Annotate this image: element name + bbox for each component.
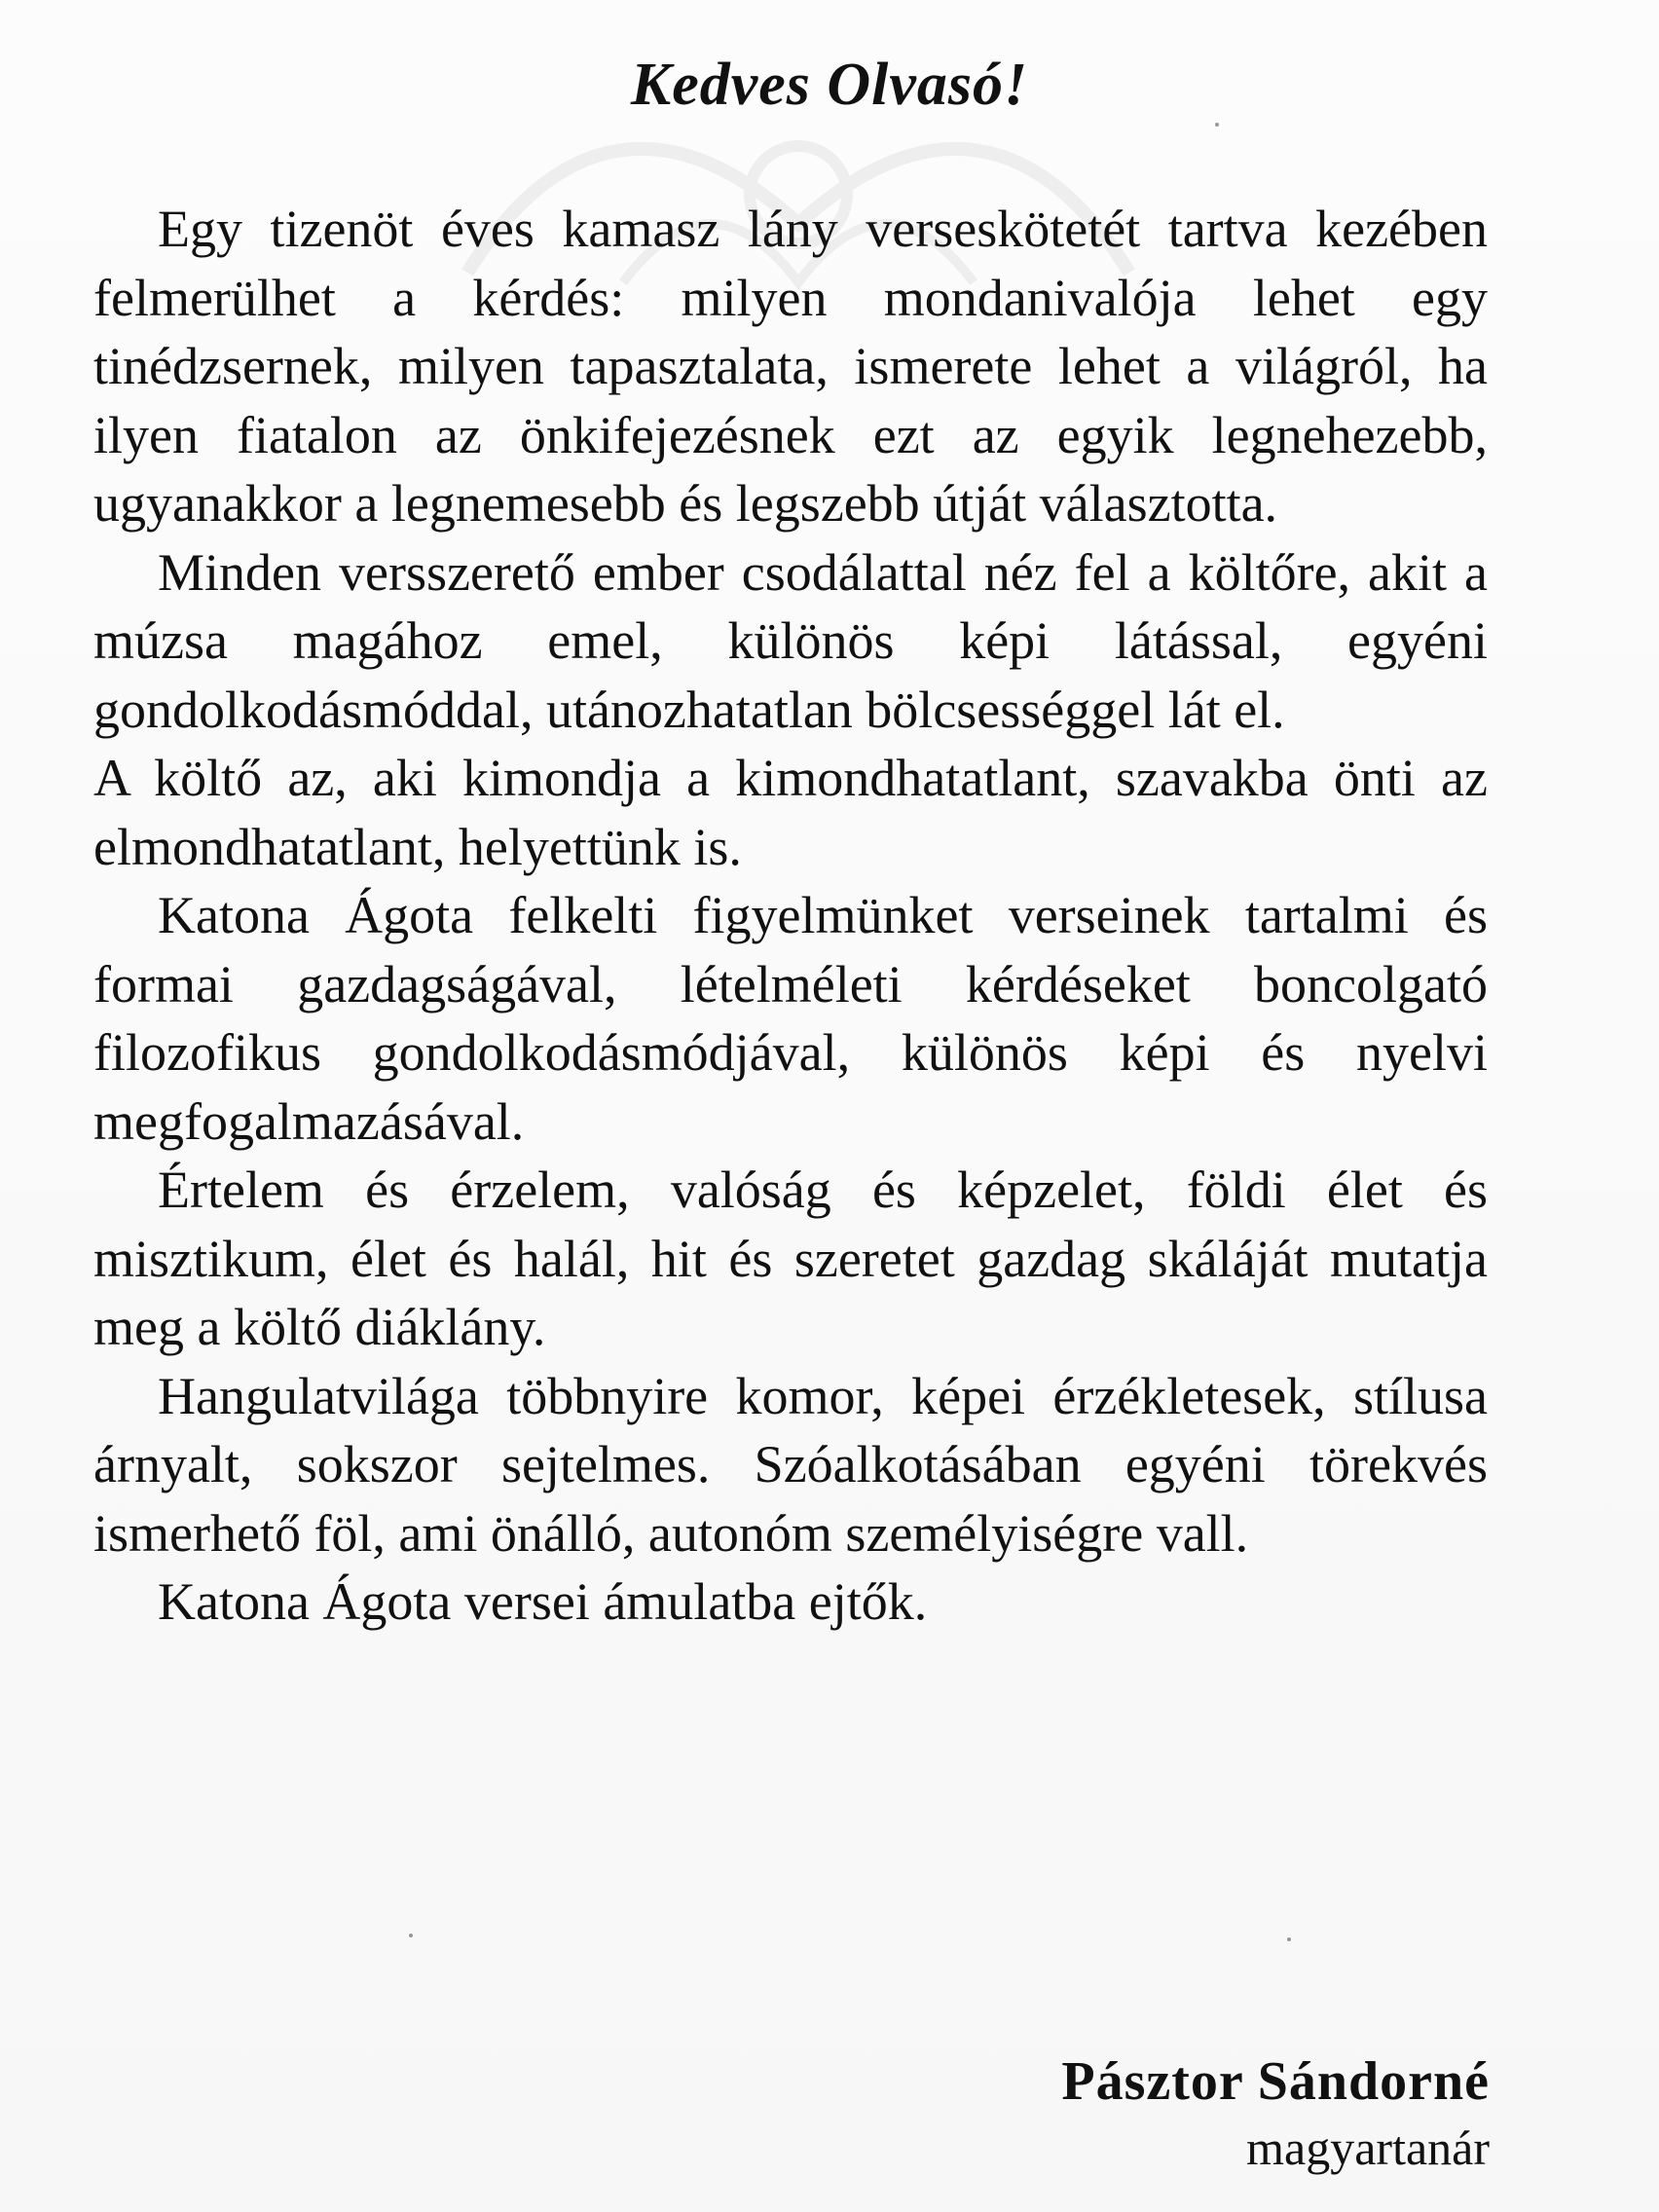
print-speck — [1215, 123, 1219, 127]
print-speck — [1287, 1937, 1291, 1941]
paragraph: A költő az, aki kimondja a kimondhatatlant, szavakba önti az elmondhatatlant, helyettünk is. — [93, 749, 1488, 876]
paragraph: Értelem és érzelem, valóság és képzelet, földi élet és misztikum, élet és halál, hit és szeretet gazdag skáláját mutatja meg a költő diáklány. — [93, 1161, 1488, 1356]
paragraph: Katona Ágota felkelti figyelmünket verseinek tartalmi és formai gazdagságával, lételméleti kérdéseket boncolgató filozofikus gondolkodásmódjával, különös képi és nyelvi megfogalmazásával. — [93, 886, 1488, 1151]
paragraph: Katona Ágota versei ámulatba ejtők. — [158, 1572, 928, 1631]
signature-block — [1061, 2048, 1490, 2181]
paragraph: Egy tizenöt éves kamasz lány verseskötetét tartva kezében felmerülhet a kérdés: milyen mondanivalója lehet egy tinédzsernek, milyen tapasztalata, ismerete lehet a világról, ha ilyen fiatalon az önkifejezésnek ezt az egyik legnehezebb, ugyanakkor a legnemesebb és legszebb útját választotta. — [93, 200, 1488, 533]
paragraph: Hangulatvilága többnyire komor, képei érzékletesek, stílusa árnyalt, sokszor sejtelmes. Szóalkotásában egyéni törekvés ismerhető föl, ami önálló, autonóm személyiségre vall. — [93, 1366, 1488, 1563]
letter-title: Kedves Olvasó! — [630, 52, 1029, 118]
paragraph: Minden versszerető ember csodálattal néz fel a költőre, akit a múzsa magához emel, különös képi látással, egyéni gondolkodásmóddal, utánozhatatlan bölcsességgel lát el. — [93, 542, 1488, 739]
signature-role: magyartanár — [1246, 2120, 1490, 2175]
print-speck — [409, 1934, 413, 1937]
signature-name: Pásztor Sándorné — [1061, 2051, 1490, 2112]
letter-body — [93, 195, 1488, 1637]
